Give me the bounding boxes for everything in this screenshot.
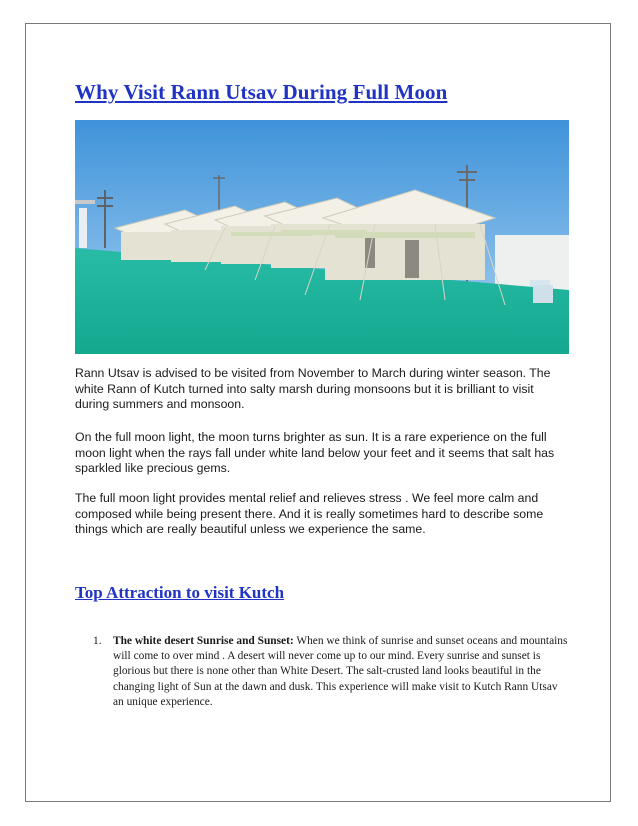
tent-camp-photo <box>75 120 569 354</box>
paragraph-relief: The full moon light provides mental relief and relieves stress . We feel more calm and composed while being present there. And it is really sometimes hard to describe some things which are really beautiful unless we experience the same. <box>75 491 544 536</box>
attractions-list <box>93 634 568 710</box>
page-title: Why Visit Rann Utsav During Full Moon <box>75 80 448 104</box>
list-item-title: The white desert Sunrise and Sunset: <box>113 635 294 647</box>
paragraph-moonlight: On the full moon light, the moon turns brighter as sun. It is a rare experience on the full moon light when the rays fall under white land below your feet and it seems that salt has sparkled like precious gems. <box>75 430 555 475</box>
list-item-text: When we think of sunrise and sunset oceans and mountains will come to over mind . A desert will never come up to our mind. Every sunrise and sunset is glorious but there is none other than White Desert. The salt-crusted land looks beautiful in the changing light of Sun at the dawn and dusk. This experience will make visit to Kutch Rann Utsav an unique experience. <box>113 635 568 708</box>
paragraph-season: Rann Utsav is advised to be visited from November to March during winter season. The white Rann of Kutch turned into salty marsh during monsoons but it is brilliant to visit during summers and monsoon. <box>75 366 551 411</box>
list-item-number: 1. <box>93 635 102 647</box>
list-item <box>93 634 568 710</box>
section-heading: Top Attraction to visit Kutch <box>75 583 285 602</box>
